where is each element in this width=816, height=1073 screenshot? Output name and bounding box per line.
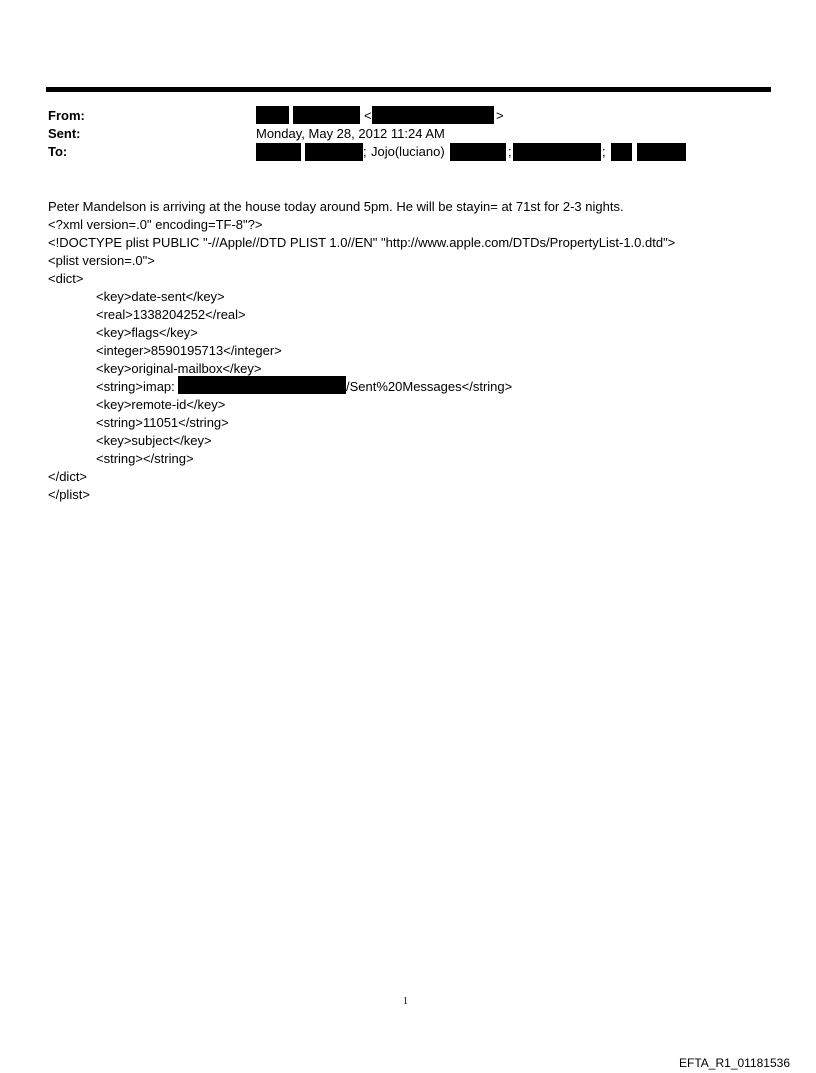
plist-line: <key>subject</key>	[96, 433, 212, 448]
redaction-box	[611, 143, 632, 161]
sent-label: Sent:	[48, 126, 81, 141]
from-label: From:	[48, 108, 85, 123]
plist-open: <plist version=.0">	[48, 253, 155, 268]
plist-line: <string></string>	[96, 451, 194, 466]
document-id: EFTA_R1_01181536	[679, 1056, 790, 1070]
plist-line: <key>flags</key>	[96, 325, 198, 340]
redaction-box	[178, 376, 346, 394]
plist-line: <string>11051</string>	[96, 415, 229, 430]
plist-line: <key>remote-id</key>	[96, 397, 226, 412]
plist-line: <integer>8590195713</integer>	[96, 343, 282, 358]
plist-line: <key>date-sent</key>	[96, 289, 225, 304]
redaction-box	[513, 143, 601, 161]
from-gt: >	[496, 108, 504, 123]
redaction-box	[256, 143, 301, 161]
message-text: Peter Mandelson is arriving at the house today around 5pm. He will be stayin= at 71st for 2-3 nights.	[48, 199, 624, 214]
dict-close: </dict>	[48, 469, 88, 484]
doctype-line: <!DOCTYPE plist PUBLIC "-//Apple//DTD PLIST 1.0//EN" "http://www.apple.com/DTDs/PropertyList-1.0.dtd">	[48, 235, 676, 250]
redaction-box	[293, 106, 360, 124]
header-rule	[46, 87, 771, 92]
redaction-box	[305, 143, 363, 161]
plist-line: <real>1338204252</real>	[96, 307, 246, 322]
to-recipient-jojo: Jojo(luciano)	[371, 144, 445, 159]
to-label: To:	[48, 144, 68, 159]
plist-line: <key>original-mailbox</key>	[96, 361, 262, 376]
to-separator: ;	[602, 144, 606, 159]
from-lt: <	[364, 108, 372, 123]
sent-value: Monday, May 28, 2012 11:24 AM	[256, 126, 445, 141]
redaction-box	[637, 143, 686, 161]
page-number: 1	[403, 996, 408, 1007]
mailbox-suffix: /Sent%20Messages</string>	[346, 379, 513, 394]
dict-open: <dict>	[48, 271, 84, 286]
to-separator: ;	[363, 144, 367, 159]
xml-declaration: <?xml version=.0" encoding=TF-8"?>	[48, 217, 263, 232]
redaction-box	[372, 106, 494, 124]
to-separator: ;	[508, 144, 512, 159]
redaction-box	[256, 106, 289, 124]
redaction-box	[450, 143, 506, 161]
plist-close: </plist>	[48, 487, 90, 502]
plist-line: <string>imap:	[96, 379, 175, 394]
